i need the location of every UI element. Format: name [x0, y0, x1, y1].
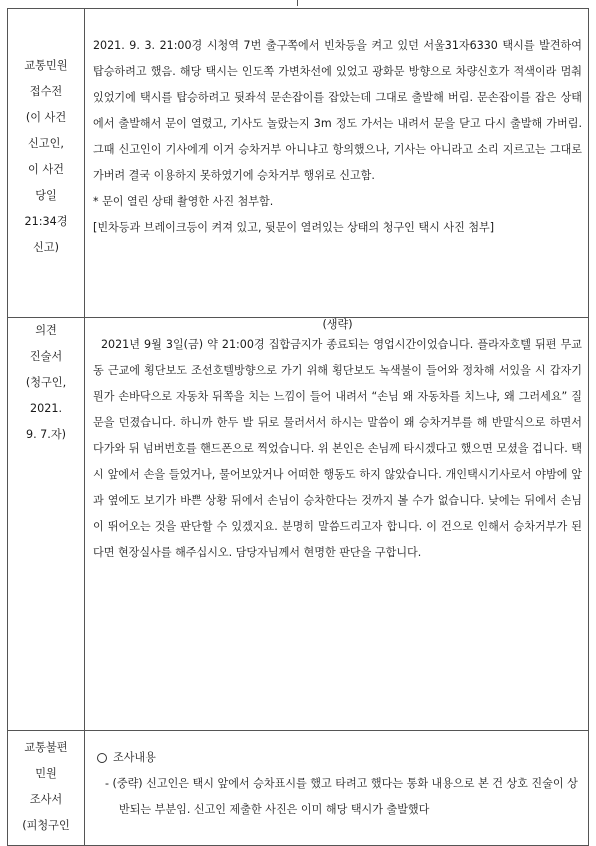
photo-attached-note: * 문이 열린 상태 촬영한 사진 첨부함. — [93, 195, 274, 208]
omitted-note: (생략) — [322, 318, 353, 331]
opinion-paragraph: 2021년 9월 3일(금) 약 21:00경 집합금지가 종료되는 영업시간이었습니다. 플라자호텔 뒤편 무교동 근교에 횡단보도 조선호텔방향으로 가기 위해 횡단보도 녹색불이 들어와 정차해 서있을 시 갑자기 뭔가 손바닥으로 자동차 뒤쪽을 치는 느낌이 들어 내려서 “손님 왜 자동차를 치느냐, 왜 그러세요” 질문을 던졌습니다. 하니까 한두 발 뒤로 물러서서 하시는 말씀이 왜 승차거부를 해 반말식으로 하면서 다가와 뒤 넘버번호를 핸드폰으로 찍었습니다. 위 본인은 손님께 타시겠다고 했으면 모셨을 겁니다. 택시 앞에서 손을 들었거나, 물어보았거나 어떠한 행동도 하지 않았습니다. 개인택시기사로서 야밤에 앞과 옆에도 보기가 바쁜 상황 뒤에서 손님이 승차한다는 것까지 볼 수가 없습니다. 낮에는 뒤에서 손님이 뛰어오는 것을 판단할 수 있겠지요. 분명히 말씀드리고자 합니다. 이 건으로 인해서 승차거부가 된다면 현장실사를 해주십시오. 담당자님께서 현명한 판단을 구합니다. — [93, 338, 582, 559]
table-row — [8, 318, 589, 731]
record-table — [7, 8, 589, 846]
investigation-content — [85, 731, 589, 846]
row-label-investigation-report — [8, 731, 85, 846]
table-row — [8, 9, 589, 318]
row-label-complaint-received — [8, 9, 85, 318]
investigation-heading — [93, 745, 582, 771]
photo-description: [빈차등과 브레이크등이 켜져 있고, 뒷문이 열려있는 상태의 청구인 택시 사진 첨부] — [93, 221, 495, 234]
label-text: 의견 진술서 (청구인, 2021. 9. 7.자) — [25, 324, 67, 441]
complaint-paragraph: 2021. 9. 3. 21:00경 시청역 7번 출구쪽에서 빈차등을 켜고 있던 서울31자6330 택시를 발견하여 탑승하려고 했음. 해당 택시는 인도쪽 가변차선에 있었고 광화문 방향으로 차량신호가 적색이라 멈춰 있었기에 택시를 탑승하려고 뒷좌석 문손잡이를 잡았는데 그대로 출발해 버림. 문손잡이를 잡은 상태에서 출발해서 문이 열렸고, 기사도 놀랐는지 3m 정도 가서는 내려서 문을 닫고 다시 출발해 가버림. 그때 신고인이 기사에게 이거 승차거부 아니냐고 항의했으나, 기사는 아니라고 소리 지르고는 그대로 가버려 결국 이용하지 못하였기에 승차거부 행위로 신고함. — [93, 39, 582, 182]
opinion-content — [85, 318, 589, 731]
page-top-edge — [0, 0, 596, 6]
circle-icon — [97, 753, 107, 763]
investigation-heading-text: 조사내용 — [113, 751, 156, 764]
label-text: 교통불편 민원 조사서 (피청구인 — [22, 741, 70, 832]
label-text: 교통민원 접수전 (이 사건 신고인, 이 사건 당일 21:34경 신고) — [24, 59, 68, 254]
complaint-content — [85, 9, 589, 318]
row-label-opinion-statement — [8, 318, 85, 731]
table-row — [8, 731, 589, 846]
investigation-item: - (중략) 신고인은 택시 앞에서 승차표시를 했고 타려고 했다는 통화 내용으로 본 건 상호 진술이 상반되는 부분임. 신고인 제출한 사진은 이미 해당 택시가 출발했다 — [105, 777, 578, 816]
